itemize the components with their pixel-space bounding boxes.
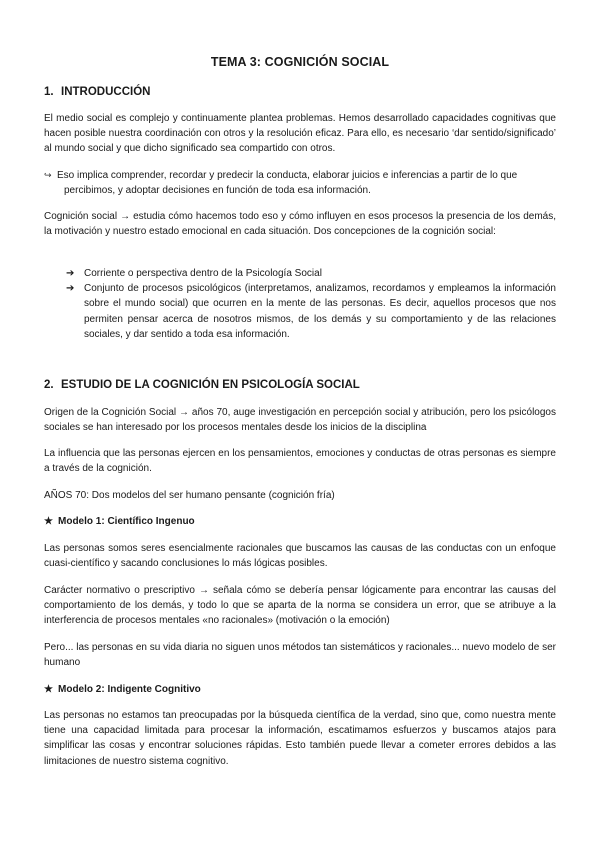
star-icon: ★ [44, 516, 53, 527]
estudio-paragraph-3: AÑOS 70: Dos modelos del ser humano pensante (cognición fría) [44, 490, 335, 501]
arrow-bullet-icon: ➔ [66, 268, 75, 279]
model-1-heading [44, 516, 195, 527]
curved-arrow-icon: ↪ [44, 170, 52, 180]
concepciones-list [66, 266, 556, 342]
model-1-title: Modelo 1: Científico Ingenuo [58, 516, 195, 527]
model-1-paragraph-1: Las personas somos seres esencialmente racionales que buscamos las causas de las conductas con un enfoque cuasi-científico y sacando conclusiones lo más lógicas posibles. [44, 543, 556, 570]
section-label: INTRODUCCIÓN [61, 86, 151, 98]
model-2-title: Modelo 2: Indigente Cognitivo [58, 684, 201, 695]
intro-note [44, 168, 556, 198]
arrow-bullet-icon: ➔ [66, 283, 75, 295]
section-heading-estudio [44, 379, 360, 391]
intro-note-text: Eso implica comprender, recordar y predecir la conducta, elaborar juicios e inferencias a partir de lo que percibimos, y adoptar decisiones en función de toda esa información. [57, 170, 518, 197]
star-icon: ★ [44, 684, 53, 695]
section-number: 1. [44, 86, 54, 98]
list-item [66, 281, 556, 342]
document-title: TEMA 3: COGNICIÓN SOCIAL [210, 55, 390, 69]
list-item-text: Corriente o perspectiva dentro de la Psicología Social [84, 268, 322, 279]
model-1-paragraph-3: Pero... las personas en su vida diaria no siguen unos métodos tan sistemáticos y racionales... nuevo modelo de ser humano [44, 642, 556, 669]
estudio-paragraph-1: Origen de la Cognición Social → años 70, auge investigación en percepción social y atribución, pero los psicólogos sociales se han interesado por los procesos mentales desde los inicios de la disciplina [44, 407, 556, 434]
list-item [66, 266, 556, 281]
section-number: 2. [44, 379, 54, 391]
model-1-paragraph-2: Carácter normativo o prescriptivo → señala cómo se debería pensar lógicamente para encontrar las causas del comportamiento de los demás, y todo lo que se aparta de la norma se considera un error, que se atribuye a la interferencia de procesos mentales «no racionales» (motivación o la emoción) [44, 585, 556, 627]
intro-paragraph-1: El medio social es complejo y continuamente plantea problemas. Hemos desarrollado capacidades cognitivas que hacen posible nuestra coordinación con otros y la resolución eficaz. Para ello, es necesario ‘dar sentido/significado’ al mundo social y que dicho significado sea compartido con otros. [44, 113, 556, 155]
model-2-heading [44, 684, 201, 695]
section-label: ESTUDIO DE LA COGNICIÓN EN PSICOLOGÍA SOCIAL [61, 379, 360, 391]
model-2-paragraph-1: Las personas no estamos tan preocupadas por la búsqueda científica de la verdad, sino que, como nuestra mente tiene una capacidad limitada para procesar la información, escatimamos esfuerzos y buscamos atajos para simplificar las cosas y encontrar soluciones rápidas. Esto también puede llevar a cometer errores debidos a las limitaciones de nuestro sistema cognitivo. [44, 710, 556, 767]
intro-paragraph-2: Cognición social → estudia cómo hacemos todo eso y cómo influyen en esos procesos la presencia de los demás, la motivación y nuestro estado emocional en cada situación. Dos concepciones de la cognición social: [44, 211, 556, 238]
estudio-paragraph-2: La influencia que las personas ejercen en los pensamientos, emociones y conductas de otras personas es siempre a través de la cognición. [44, 448, 556, 475]
section-heading-introduccion [44, 86, 150, 98]
list-item-text: Conjunto de procesos psicológicos (interpretamos, analizamos, recordamos y empleamos la información sobre el mundo social) que ocurren en la mente de las personas. Es decir, aquellos procesos que nos permiten pensar acerca de nosotros mismos, de los demás y su comportamiento y de las relaciones sociales, y dar sentido a toda esa información. [84, 283, 556, 340]
